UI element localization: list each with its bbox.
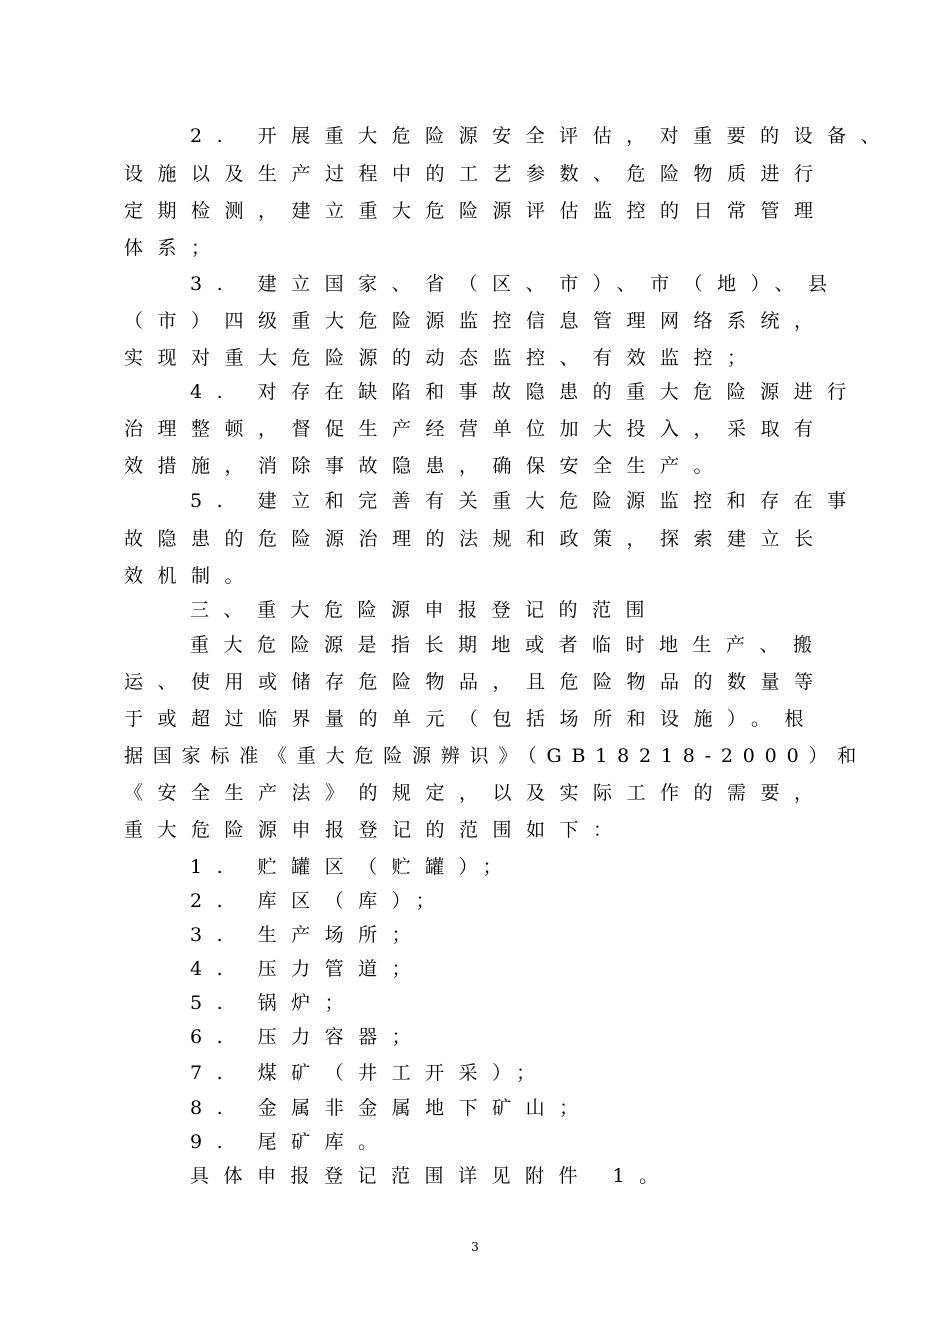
list-item: 7. 煤矿（井工开采）； bbox=[190, 1062, 550, 1084]
text-line: 3. 建立国家、省（区、市）、市（地）、县 bbox=[190, 273, 842, 295]
text-line: 5. 建立和完善有关重大危险源监控和存在事 bbox=[190, 490, 861, 512]
list-item: 2. 库区（库）； bbox=[190, 890, 450, 912]
text-line: 4. 对存在缺陷和事故隐患的重大危险源进行 bbox=[190, 381, 861, 403]
list-item: 9. 尾矿库。 bbox=[190, 1131, 392, 1153]
text-line: 《安全生产法》的规定，以及实际工作的需要， bbox=[124, 782, 828, 804]
page-number: 3 bbox=[471, 1240, 479, 1254]
text-line: 治理整顿，督促生产经营单位加大投入，采取有 bbox=[124, 418, 828, 440]
section-heading: 三、重大危险源申报登记的范围 bbox=[190, 599, 660, 621]
text-line: 定期检测，建立重大危险源评估监控的日常管理 bbox=[124, 200, 828, 222]
text-line: 实现对重大危险源的动态监控、有效监控； bbox=[124, 347, 761, 369]
list-item: 8. 金属非金属地下矿山； bbox=[190, 1097, 593, 1119]
text-line: 于或超过临界量的单元（包括场所和设施）。根 bbox=[124, 708, 819, 730]
text-line: 效机制。 bbox=[124, 565, 259, 587]
text-line: 体系； bbox=[124, 237, 225, 259]
text-line: 重大危险源是指长期地或者临时地生产、搬 bbox=[190, 634, 827, 656]
list-item: 6. 压力容器； bbox=[190, 1026, 426, 1048]
list-item: 4. 压力管道； bbox=[190, 958, 426, 980]
list-item: 5. 锅炉； bbox=[190, 992, 359, 1014]
text-line: 据国家标准《重大危险源辨识》（GB18218-2000）和 bbox=[124, 745, 867, 767]
text-line: 具体申报登记范围详见附件 1。 bbox=[190, 1165, 673, 1187]
text-line: （市）四级重大危险源监控信息管理网络系统， bbox=[124, 310, 828, 332]
text-line: 运、使用或储存危险物品，且危险物品的数量等 bbox=[124, 671, 828, 693]
list-item: 1. 贮罐区（贮罐）； bbox=[190, 856, 517, 878]
text-line: 重大危险源申报登记的范围如下： bbox=[124, 819, 627, 841]
text-line: 效措施，消除事故隐患，确保安全生产。 bbox=[124, 455, 728, 477]
list-item: 3. 生产场所； bbox=[190, 924, 426, 946]
text-line: 设施以及生产过程中的工艺参数、危险物质进行 bbox=[124, 163, 828, 185]
text-line: 故隐患的危险源治理的法规和政策，探索建立长 bbox=[124, 528, 828, 550]
text-line: 2. 开展重大危险源安全评估，对重要的设备、 bbox=[190, 125, 895, 147]
